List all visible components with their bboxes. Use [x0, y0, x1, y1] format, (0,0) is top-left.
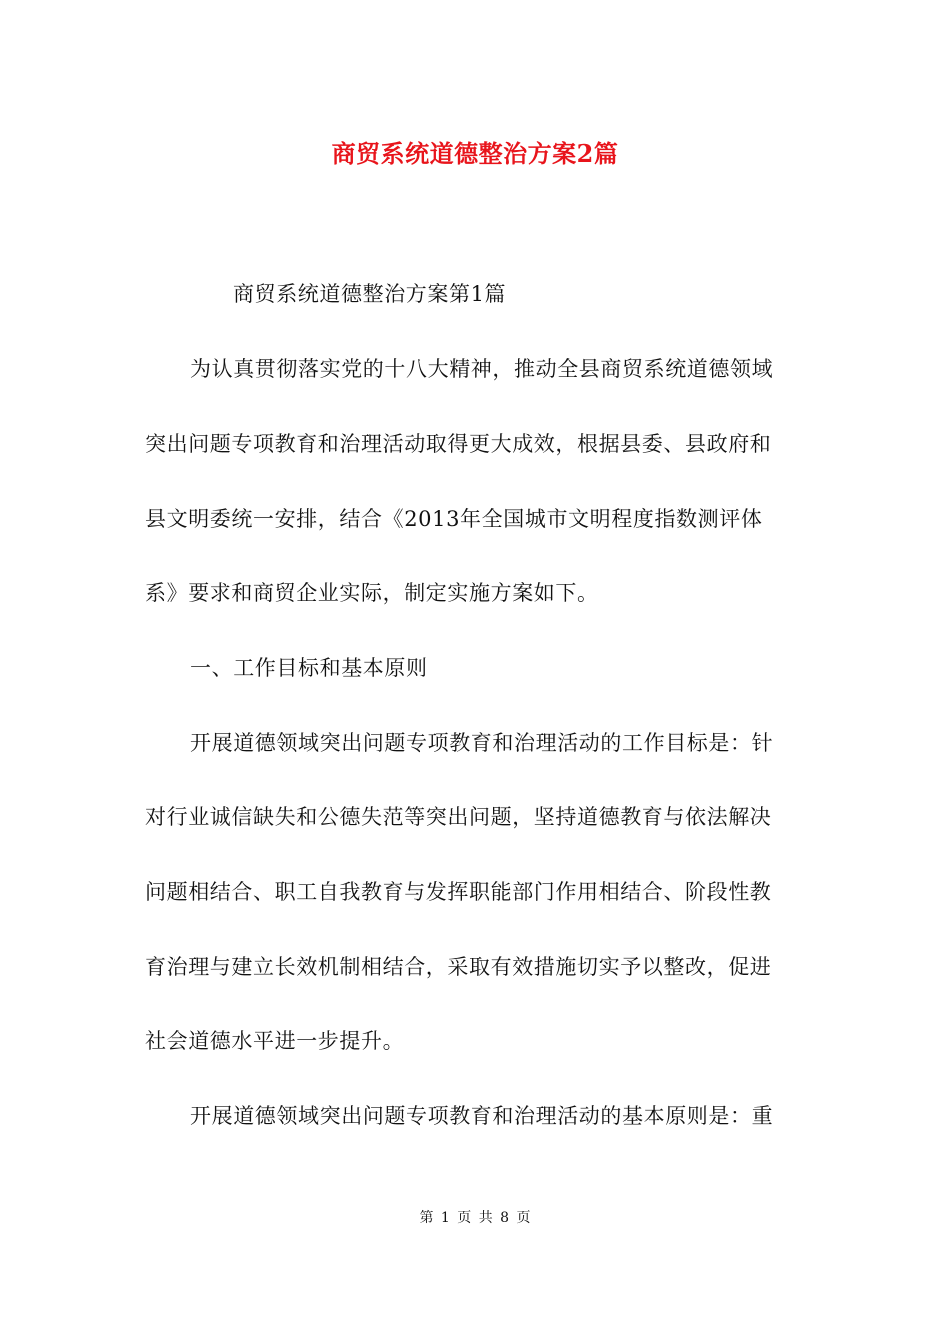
document-title: 商贸系统道德整治方案2篇 [331, 139, 619, 168]
paragraph-line: 系》要求和商贸企业实际，制定实施方案如下。 [145, 581, 599, 605]
paragraph-line: 对行业诚信缺失和公德失范等突出问题，坚持道德教育与依法解决 [145, 805, 772, 829]
paragraph-line: 开展道德领域突出问题专项教育和治理活动的基本原则是：重 [190, 1104, 774, 1128]
paragraph-line: 开展道德领域突出问题专项教育和治理活动的工作目标是：针 [190, 731, 774, 755]
paragraph-line: 社会道德水平进一步提升。 [145, 1029, 405, 1053]
paragraph-line: 突出问题专项教育和治理活动取得更大成效，根据县委、县政府和 [145, 432, 772, 456]
section-subtitle: 商贸系统道德整治方案第1篇 [233, 282, 507, 306]
paragraph-line: 为认真贯彻落实党的十八大精神，推动全县商贸系统道德领域 [190, 357, 774, 381]
paragraph-line: 育治理与建立长效机制相结合，采取有效措施切实予以整改，促进 [145, 955, 772, 979]
paragraph-line: 县文明委统一安排，结合《2013年全国城市文明程度指数测评体 [145, 507, 763, 531]
paragraph-line: 问题相结合、职工自我教育与发挥职能部门作用相结合、阶段性教 [145, 880, 772, 904]
section-heading: 一、工作目标和基本原则 [190, 656, 428, 680]
page-footer: 第 1 页 共 8 页 [419, 1210, 531, 1226]
